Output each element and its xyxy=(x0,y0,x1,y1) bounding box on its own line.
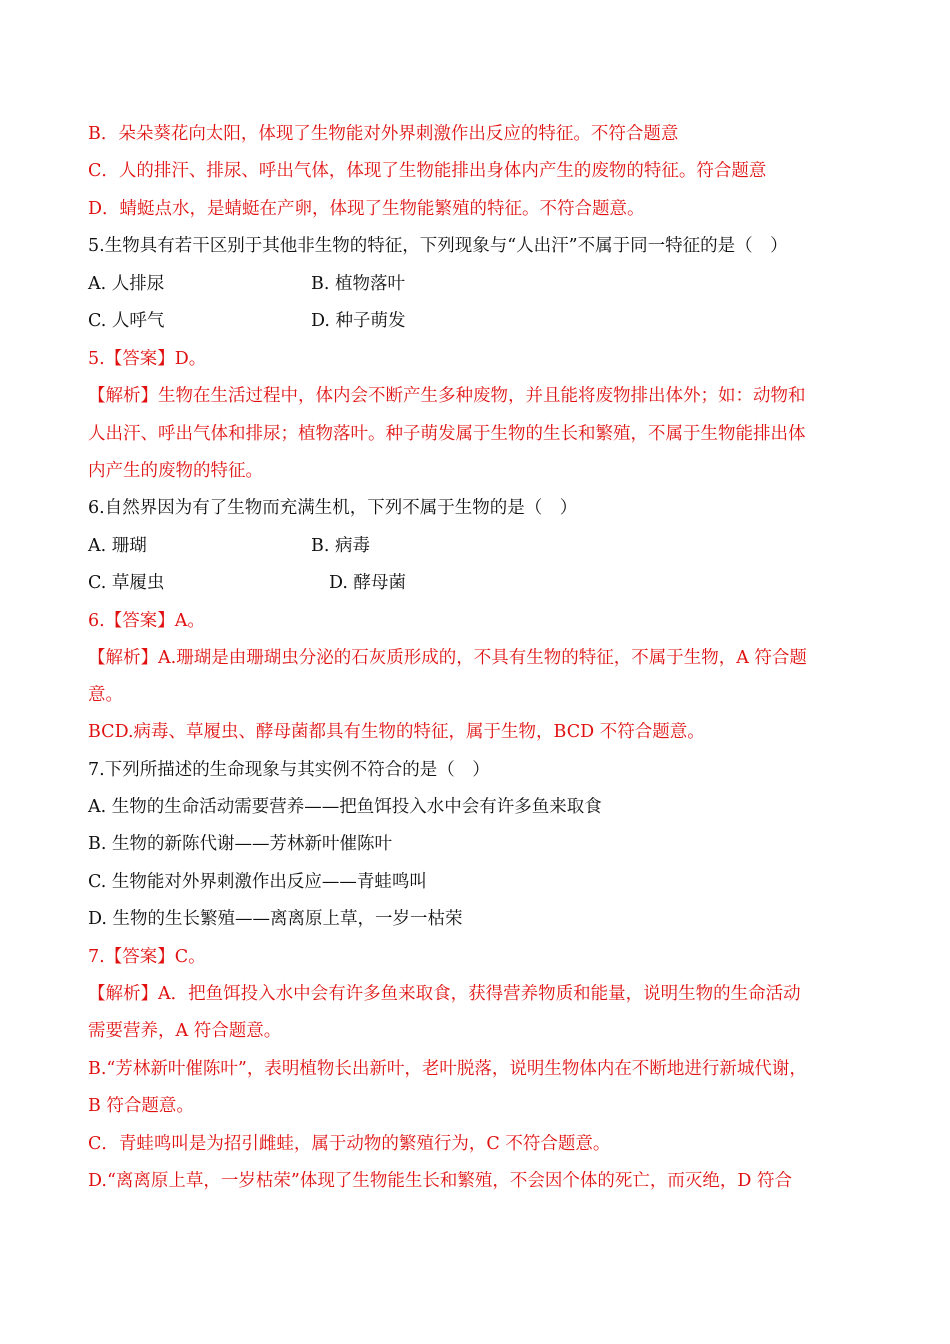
q5-analysis-line-2: 人出汗、呼出气体和排尿；植物落叶。种子萌发属于生物的生长和繁殖，不属于生物能排出体 xyxy=(88,424,806,444)
q7-analysis-line-4: B 符合题意。 xyxy=(88,1096,194,1116)
prev-explanation-d: D．蜻蜓点水，是蜻蜓在产卵，体现了生物能繁殖的特征。不符合题意。 xyxy=(88,199,645,219)
q7-option-a: A. 生物的生命活动需要营养——把鱼饵投入水中会有许多鱼来取食 xyxy=(88,797,602,817)
q5-answer: 5.【答案】D。 xyxy=(88,349,207,369)
prev-explanation-b: B．朵朵葵花向太阳，体现了生物能对外界刺激作出反应的特征。不符合题意 xyxy=(88,124,679,144)
q7-analysis-line-2: 需要营养，A 符合题意。 xyxy=(88,1021,282,1041)
q5-option-c: C. 人呼气 xyxy=(88,311,165,331)
q7-analysis-text-1: A．把鱼饵投入水中会有许多鱼来取食，获得营养物质和能量，说明生物的生命活动 xyxy=(158,984,801,1004)
q5-analysis-text-1: 生物在生活过程中，体内会不断产生多种废物，并且能将废物排出体外；如：动物和 xyxy=(158,386,806,406)
q6-stem: 6.自然界因为有了生物而充满生机，下列不属于生物的是（ ） xyxy=(88,498,578,518)
q6-option-a: A. 珊瑚 xyxy=(88,536,147,556)
q7-analysis-line-6: D.“离离原上草，一岁枯荣”体现了生物能生长和繁殖，不会因个体的死亡，而灭绝，D 符合 xyxy=(88,1171,792,1191)
q5-analysis-line-1 xyxy=(88,384,866,408)
q6-option-b: B. 病毒 xyxy=(311,536,370,556)
q5-option-d: D. 种子萌发 xyxy=(311,311,406,331)
q6-analysis-line-3: BCD.病毒、草履虫、酵母菌都具有生物的特征，属于生物，BCD 不符合题意。 xyxy=(88,722,705,742)
q5-stem: 5.生物具有若干区别于其他非生物的特征，下列现象与“人出汗”不属于同一特征的是（ ） xyxy=(88,236,788,256)
q7-analysis-label: 【解析】 xyxy=(88,984,158,1004)
q6-analysis-label: 【解析】 xyxy=(88,648,158,668)
q7-stem: 7.下列所描述的生命现象与其实例不符合的是（ ） xyxy=(88,760,490,780)
q7-analysis-line-5: C．青蛙鸣叫是为招引雌蛙，属于动物的繁殖行为，C 不符合题意。 xyxy=(88,1134,611,1154)
q7-option-d: D. 生物的生长繁殖——离离原上草，一岁一枯荣 xyxy=(88,909,463,929)
q7-option-c: C. 生物能对外界刺激作出反应——青蛙鸣叫 xyxy=(88,872,427,892)
q7-analysis-line-3: B.“芳林新叶催陈叶”，表明植物长出新叶，老叶脱落，说明生物体内在不断地进行新城代谢， xyxy=(88,1059,807,1079)
q7-answer: 7.【答案】C。 xyxy=(88,947,206,967)
q6-answer: 6.【答案】A。 xyxy=(88,611,205,631)
q5-analysis-label: 【解析】 xyxy=(88,386,158,406)
q5-option-a: A. 人排尿 xyxy=(88,274,165,294)
q7-option-b: B. 生物的新陈代谢——芳林新叶催陈叶 xyxy=(88,834,392,854)
q5-analysis-line-3: 内产生的废物的特征。 xyxy=(88,461,263,481)
prev-explanation-c: C．人的排汗、排尿、呼出气体，体现了生物能排出身体内产生的废物的特征。符合题意 xyxy=(88,161,767,181)
q6-analysis-text-1: A.珊瑚是由珊瑚虫分泌的石灰质形成的，不具有生物的特征，不属于生物，A 符合题 xyxy=(158,648,807,668)
q7-analysis-line-1 xyxy=(88,982,866,1006)
q6-analysis-line-2: 意。 xyxy=(88,685,123,705)
q6-option-d: D. 酵母菌 xyxy=(329,573,407,593)
q5-option-b: B. 植物落叶 xyxy=(311,274,405,294)
q6-analysis-line-1 xyxy=(88,646,866,670)
q6-option-c: C. 草履虫 xyxy=(88,573,165,593)
